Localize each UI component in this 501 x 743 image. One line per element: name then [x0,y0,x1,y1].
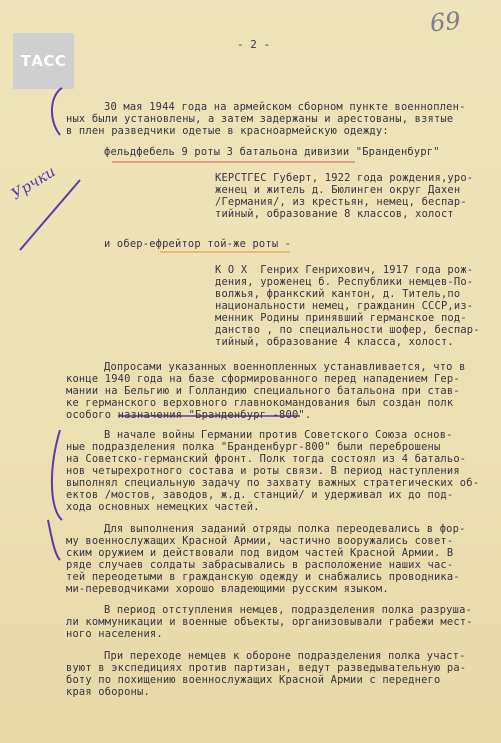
text-line: женец и житель д. Бюлинген округ Дахен [215,184,461,196]
margin-stroke [20,180,80,250]
text-line: выполнял специальную задачу по захвату важных стратегических об- [66,477,480,489]
text-line: тей переодетыми в гражданскую одежду и снабжались проводника- [66,571,460,583]
handwritten-page-number: 69 [428,6,462,38]
text-line: ке германского верховного главнокомандования был создан полк [66,397,454,409]
text-line: Для выполнения заданий отряды полка переодевались в фор- [104,523,466,535]
text-line: При переходе немцев к обороне подразделения полка участ- [104,650,466,662]
text-line: особого назначения "Бранденбург -800". [66,409,312,421]
text-line: ных были установлены, а затем задержаны и арестованы, взятые [66,113,454,125]
text-line: му военнослужащих Красной Армии, частично вооружались совет- [66,535,454,547]
text-line: тийный, образование 8 классов, холост [215,208,454,220]
text-line: мании на Бельгию и Голландию специального батальона при став- [66,385,460,397]
text-line: Допросами указанных военнопленных устанавливается, что в [104,361,466,373]
text-line: на Советско-германский фронт. Полк тогда состоял из 4 батальо- [66,453,467,465]
margin-tick-mid [48,520,60,560]
text-line: хода основных немецких частей. [66,501,260,513]
text-line: ные подразделения полка "Бранденбург-800" были переброшены [66,441,441,453]
text-line: национальности немец, гражданин СССР,из- [215,300,474,312]
text-line: края обороны. [66,686,150,698]
text-line: КЕРСТГЕС Губерт, 1922 года рождения,уро- [215,172,474,184]
text-line: вуют в экспедициях против партизан, ведут разведывательную ра- [66,662,467,674]
text-line: конце 1940 года на базе сформированного перед нападением Гер- [66,373,460,385]
text-line: ским оружием и действовали под видом частей Красной Армии. В [66,547,454,559]
text-line: менник Родины принявший германское под- [215,312,467,324]
margin-bracket-top [52,88,62,135]
text-line: фельдфебель 9 роты 3 батальона дивизии "Бранденбург" [104,146,440,158]
text-line: В начале войны Германии против Советского Союза основ- [104,429,453,441]
page-number: - 2 - [237,38,271,51]
text-line: /Германия/, из крестьян, немец, беспар- [215,196,467,208]
text-line: в плен разведчики одетые в красноармейскую одежду: [66,125,389,137]
text-line: 30 мая 1944 года на армейском сборном пункте военноплен- [104,101,466,113]
logo-text: ТАСС [20,52,67,70]
text-line: ряде случаев солдаты забрасывались в расположение наших час- [66,559,454,571]
text-line: ли коммуникации и военные объекты, организовывали грабежи мест- [66,616,473,628]
text-line: ного населения. [66,628,163,640]
handwritten-margin-note: Урчки [8,162,59,204]
text-line: В период отступления немцев, подразделения полка разруша- [104,604,472,616]
text-line: тийный, образование 4 класса, холост. [215,336,454,348]
text-line: ми-переводчиками хорошо владеющими русским языком. [66,583,389,595]
text-line: дения, уроженец б. Республики немцев-По- [215,276,474,288]
margin-bracket-mid [52,430,62,520]
text-line: К О Х Генрих Генрихович, 1917 года рож- [215,264,474,276]
text-line: нов четырехротного состава и роты связи. В период наступления [66,465,460,477]
text-line: боту по похищению военнослужащих Красной Армии с переднего [66,674,441,686]
text-line: и обер-ефрейтор той-же роты - [104,238,292,250]
text-line: ектов /мостов, заводов, ж.д. станций/ и удерживал их до под- [66,489,454,501]
text-line: данство , по специальности шофер, беспар- [215,324,480,336]
text-line: волжья, франкский кантон, д. Титель,по [215,288,461,300]
